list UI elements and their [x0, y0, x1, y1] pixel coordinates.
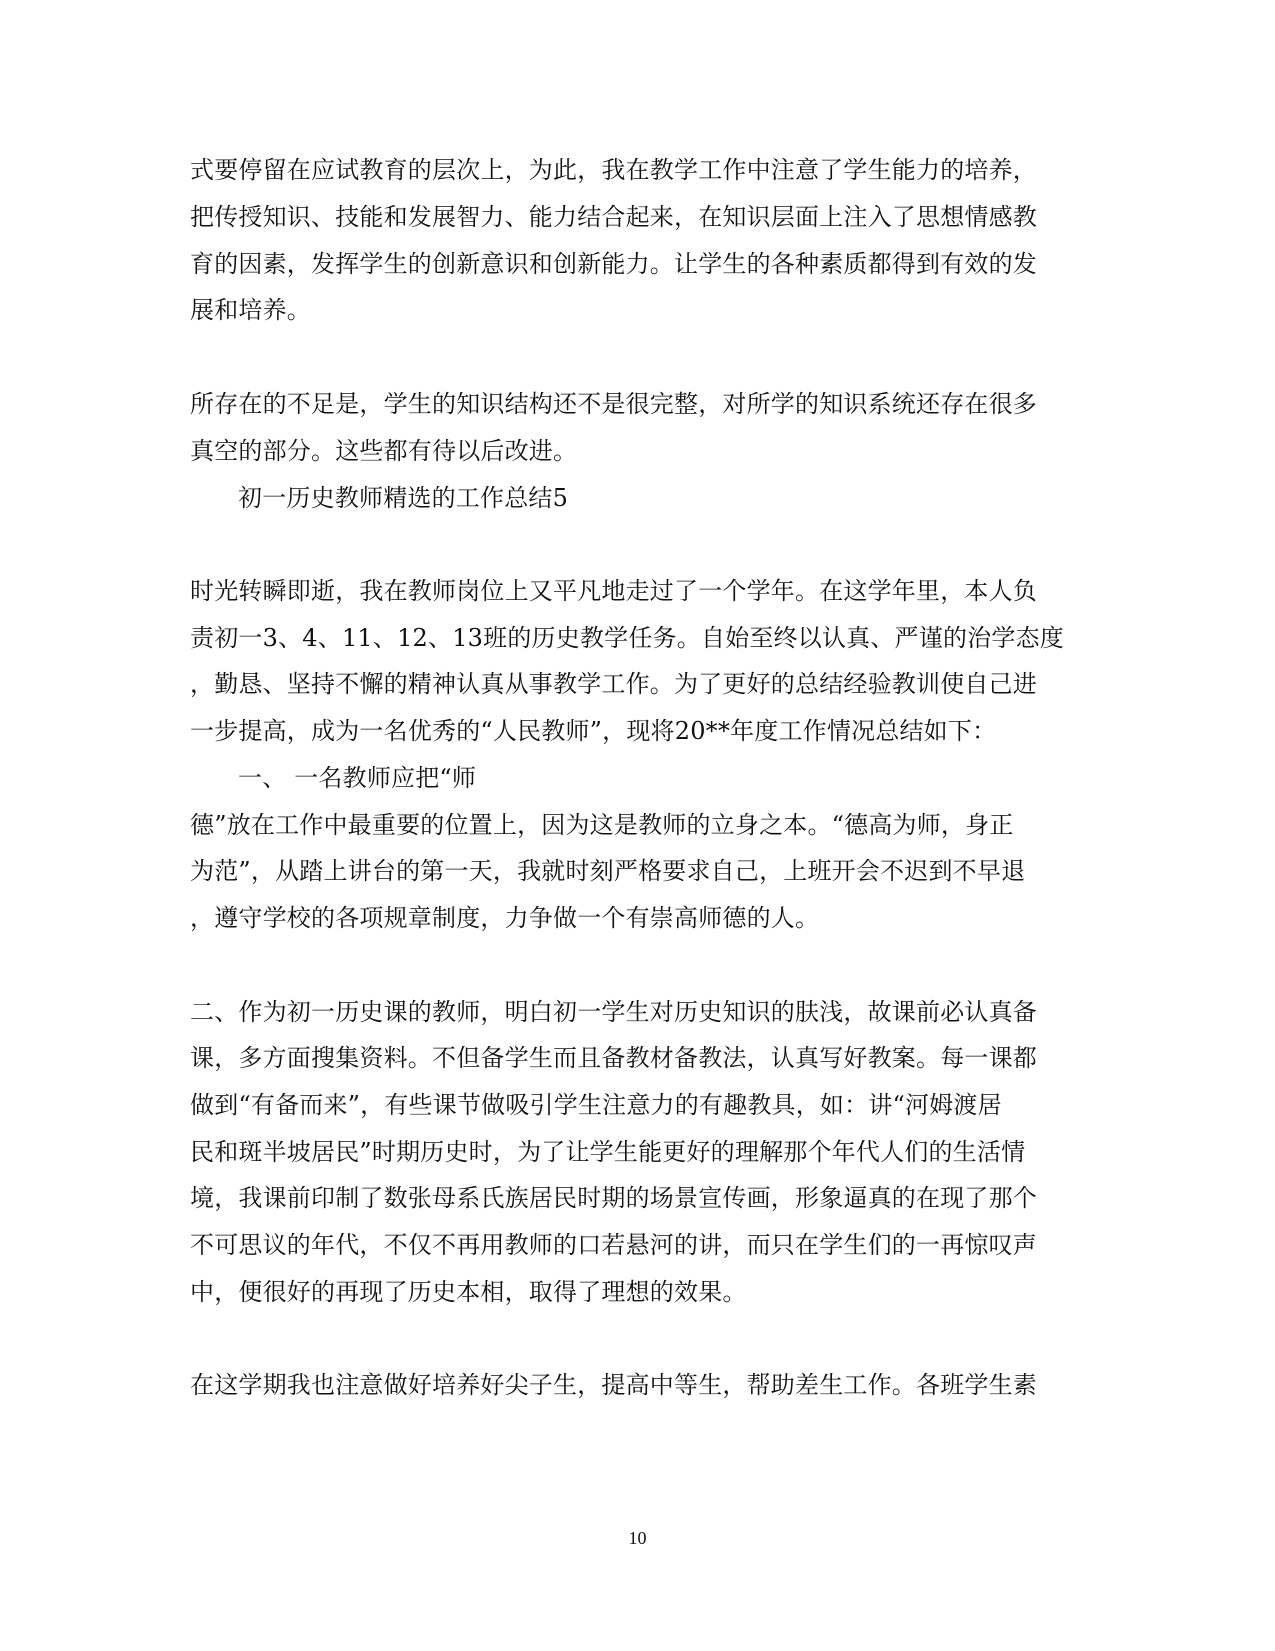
- body-text-line: 一步提高，成为一名优秀的“人民教师”，现将20**年度工作情况总结如下：: [190, 717, 997, 745]
- body-text-line: 德”放在工作中最重要的位置上，因为这是教师的立身之本。“德高为师，身正: [190, 811, 1014, 839]
- body-text-line: 所存在的不足是，学生的知识结构还不是很完整，对所学的知识系统还存在很多: [190, 390, 1037, 418]
- body-text-line: 式要停留在应试教育的层次上，为此，我在教学工作中注意了学生能力的培养，: [190, 156, 1037, 184]
- numbered-item-heading: 一、 一名教师应把“师: [238, 764, 477, 792]
- body-text-line: 做到“有备而来”，有些课节做吸引学生注意力的有趣教具，如：讲“河姆渡居: [190, 1091, 1002, 1119]
- body-text-line: 展和培养。: [190, 296, 311, 324]
- body-text-line: 不可思议的年代，不仅不再用教师的口若悬河的讲，而只在学生们的一再惊叹声: [190, 1231, 1037, 1259]
- body-text-line: 真空的部分。这些都有待以后改进。: [190, 437, 578, 465]
- body-text-line: 民和斑半坡居民”时期历史时，为了让学生能更好的理解那个年代人们的生活情: [190, 1138, 1026, 1166]
- section-heading: 初一历史教师精选的工作总结5: [238, 484, 569, 512]
- body-text-line: 把传授知识、技能和发展智力、能力结合起来，在知识层面上注入了思想情感教: [190, 203, 1037, 231]
- page-number: 10: [628, 1528, 647, 1548]
- body-text-line: 责初一3、4、11、12、13班的历史教学任务。自始至终以认真、严谨的治学态度: [190, 624, 1064, 652]
- body-text-line: 为范”，从踏上讲台的第一天，我就时刻严格要求自己，上班开会不迟到不早退: [190, 857, 1026, 885]
- body-text-line: 境，我课前印制了数张母系氏族居民时期的场景宣传画，形象逼真的在现了那个: [190, 1184, 1037, 1212]
- body-text-line: 课，多方面搜集资料。不但备学生而且备教材备教法，认真写好教案。每一课都: [190, 1044, 1037, 1072]
- body-text-line: ，遵守学校的各项规章制度，力争做一个有崇高师德的人。: [190, 904, 820, 932]
- body-text-line: ，勤恳、坚持不懈的精神认真从事教学工作。为了更好的总结经验教训使自己进: [190, 670, 1037, 698]
- body-text-line: 中，便很好的再现了历史本相，取得了理想的效果。: [190, 1278, 747, 1306]
- body-text-line: 时光转瞬即逝，我在教师岗位上又平凡地走过了一个学年。在这学年里，本人负: [190, 577, 1037, 605]
- body-text-line: 在这学期我也注意做好培养好尖子生，提高中等生，帮助差生工作。各班学生素: [190, 1371, 1037, 1399]
- body-text-line: 二、作为初一历史课的教师，明白初一学生对历史知识的肤浅，故课前必认真备: [190, 998, 1037, 1026]
- body-text-line: 育的因素，发挥学生的创新意识和创新能力。让学生的各种素质都得到有效的发: [190, 250, 1037, 278]
